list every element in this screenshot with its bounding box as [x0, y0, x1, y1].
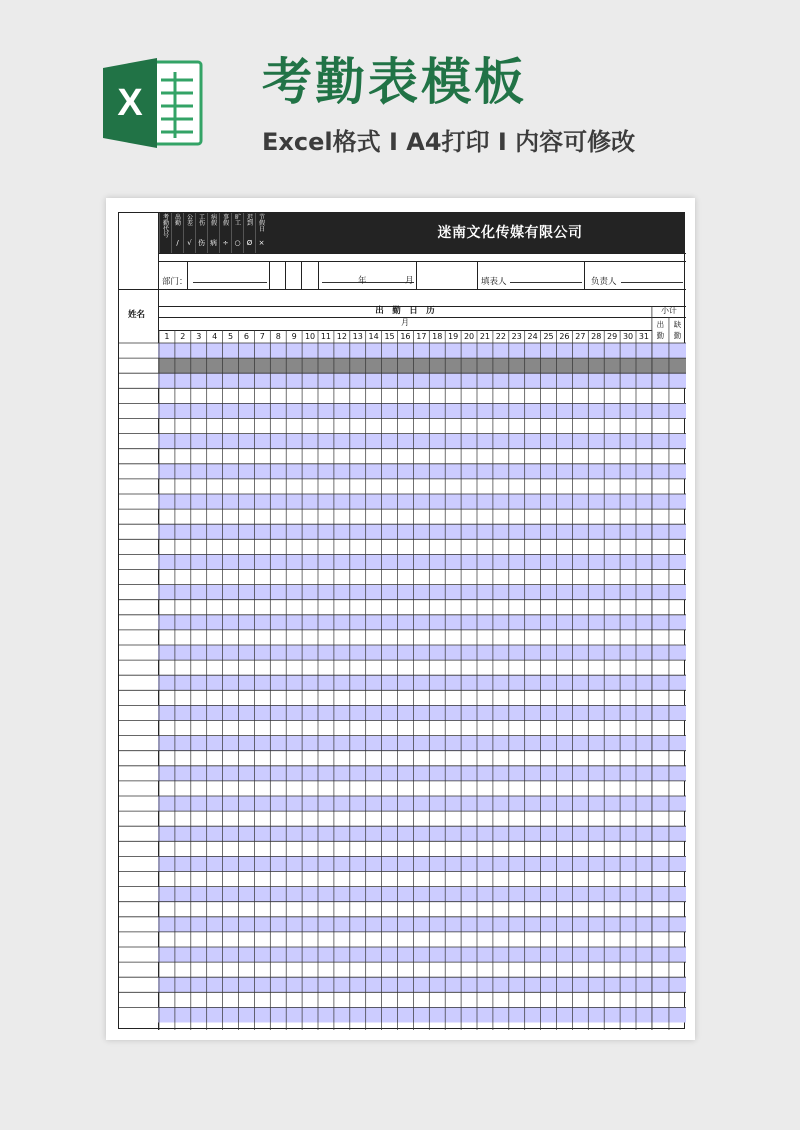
grid-row-fill: [158, 585, 686, 600]
grid-row-fill: [158, 343, 686, 358]
grid-row-fill: [158, 796, 686, 811]
day-number: 22: [495, 332, 506, 341]
legend-name: 旷工: [234, 214, 241, 227]
day-number: 23: [511, 332, 522, 341]
day-number: 27: [575, 332, 586, 341]
grid-row-fill: [158, 494, 686, 509]
name-header: 姓名: [128, 310, 146, 320]
day-number: 2: [180, 332, 186, 341]
grid-row-fill: [158, 917, 686, 932]
legend-name: 出勤: [174, 214, 181, 227]
day-number: 9: [291, 332, 297, 341]
grid-row-fill: [158, 675, 686, 690]
day-number: 8: [275, 332, 281, 341]
day-number: 15: [384, 332, 395, 341]
legend-name: 迟到: [246, 214, 253, 227]
day-number: 1: [164, 332, 170, 341]
day-number: 14: [368, 332, 379, 341]
day-number: 21: [479, 332, 491, 341]
month-label: 月: [405, 276, 414, 286]
filler-label: 填表人: [481, 277, 507, 287]
day-number: 11: [320, 332, 332, 341]
day-number: 31: [638, 332, 650, 341]
legend-name: 节假日: [258, 214, 265, 233]
present-header: 出勤: [656, 320, 665, 340]
day-number: 18: [432, 332, 443, 341]
day-number: 29: [607, 332, 618, 341]
legend-symbol: ÷: [222, 239, 229, 247]
dept-label: 部门：: [162, 277, 188, 287]
attendance-form: [118, 212, 685, 1029]
grid-row-fill: [158, 464, 686, 479]
day-number: 4: [212, 332, 218, 341]
day-number: 5: [227, 332, 234, 341]
grid-row-fill: [158, 826, 686, 841]
day-number: 19: [448, 332, 459, 341]
legend-symbol: √: [187, 239, 192, 247]
grid-row-fill: [158, 358, 686, 373]
grid-row-fill: [158, 524, 686, 539]
grid-row-fill: [158, 434, 686, 449]
grid-row-fill: [158, 856, 686, 871]
grid-row-fill: [158, 645, 686, 660]
day-number: 24: [527, 332, 538, 341]
day-number: 13: [352, 332, 363, 341]
grid-row-fill: [158, 766, 686, 781]
grid-row-fill: [158, 736, 686, 751]
calendar-title: 出 勤 日 历: [375, 306, 435, 316]
day-number: 25: [543, 332, 554, 341]
legend-name: 公差: [186, 214, 193, 227]
day-number: 7: [259, 332, 265, 341]
day-number: 20: [463, 332, 475, 341]
day-number: 30: [622, 332, 634, 341]
manager-label: 负责人: [591, 277, 617, 287]
grid-row-fill: [158, 373, 686, 388]
attendance-sheet: [106, 198, 695, 1040]
page-title: 考勤表模板: [262, 53, 527, 111]
legend-symbol: ×: [258, 239, 265, 247]
legend-symbol: /: [176, 239, 179, 247]
logo-letter: X: [117, 82, 143, 124]
day-number: 3: [196, 332, 202, 341]
year-label: 年: [358, 276, 367, 286]
legend-symbol: 伤: [198, 239, 205, 247]
legend-name: 病假: [210, 214, 217, 227]
grid-row-fill: [158, 887, 686, 902]
month-header: 月: [400, 318, 409, 327]
grid-row-fill: [158, 615, 686, 630]
day-number: 17: [416, 332, 427, 341]
day-number: 10: [304, 332, 316, 341]
legend-symbol: 病: [210, 239, 217, 247]
page-subtitle: Excel格式 I A4打印 I 内容可修改: [262, 128, 636, 156]
grid-row-fill: [158, 403, 686, 418]
grid-row-fill: [158, 947, 686, 962]
grid-row-fill: [158, 554, 686, 569]
absent-header: 缺勤: [673, 320, 682, 340]
day-number: 26: [559, 332, 570, 341]
subtotal-header: 小计: [660, 306, 677, 315]
company-name: 迷南文化传媒有限公司: [437, 225, 583, 241]
day-number: 28: [591, 332, 602, 341]
grid-row-fill: [158, 705, 686, 720]
day-number: 16: [400, 332, 411, 341]
legend-name: 考勤代号: [162, 214, 169, 239]
day-number: 6: [243, 332, 249, 341]
grid-row-fill: [158, 977, 686, 992]
legend-symbol: Ø: [246, 239, 253, 247]
day-number: 12: [336, 332, 347, 341]
excel-logo-icon: [103, 58, 205, 148]
legend-name: 工伤: [198, 214, 205, 227]
legend-name: 事假: [222, 214, 229, 227]
grid-row-fill: [158, 1007, 686, 1022]
legend-symbol: ○: [234, 239, 241, 247]
